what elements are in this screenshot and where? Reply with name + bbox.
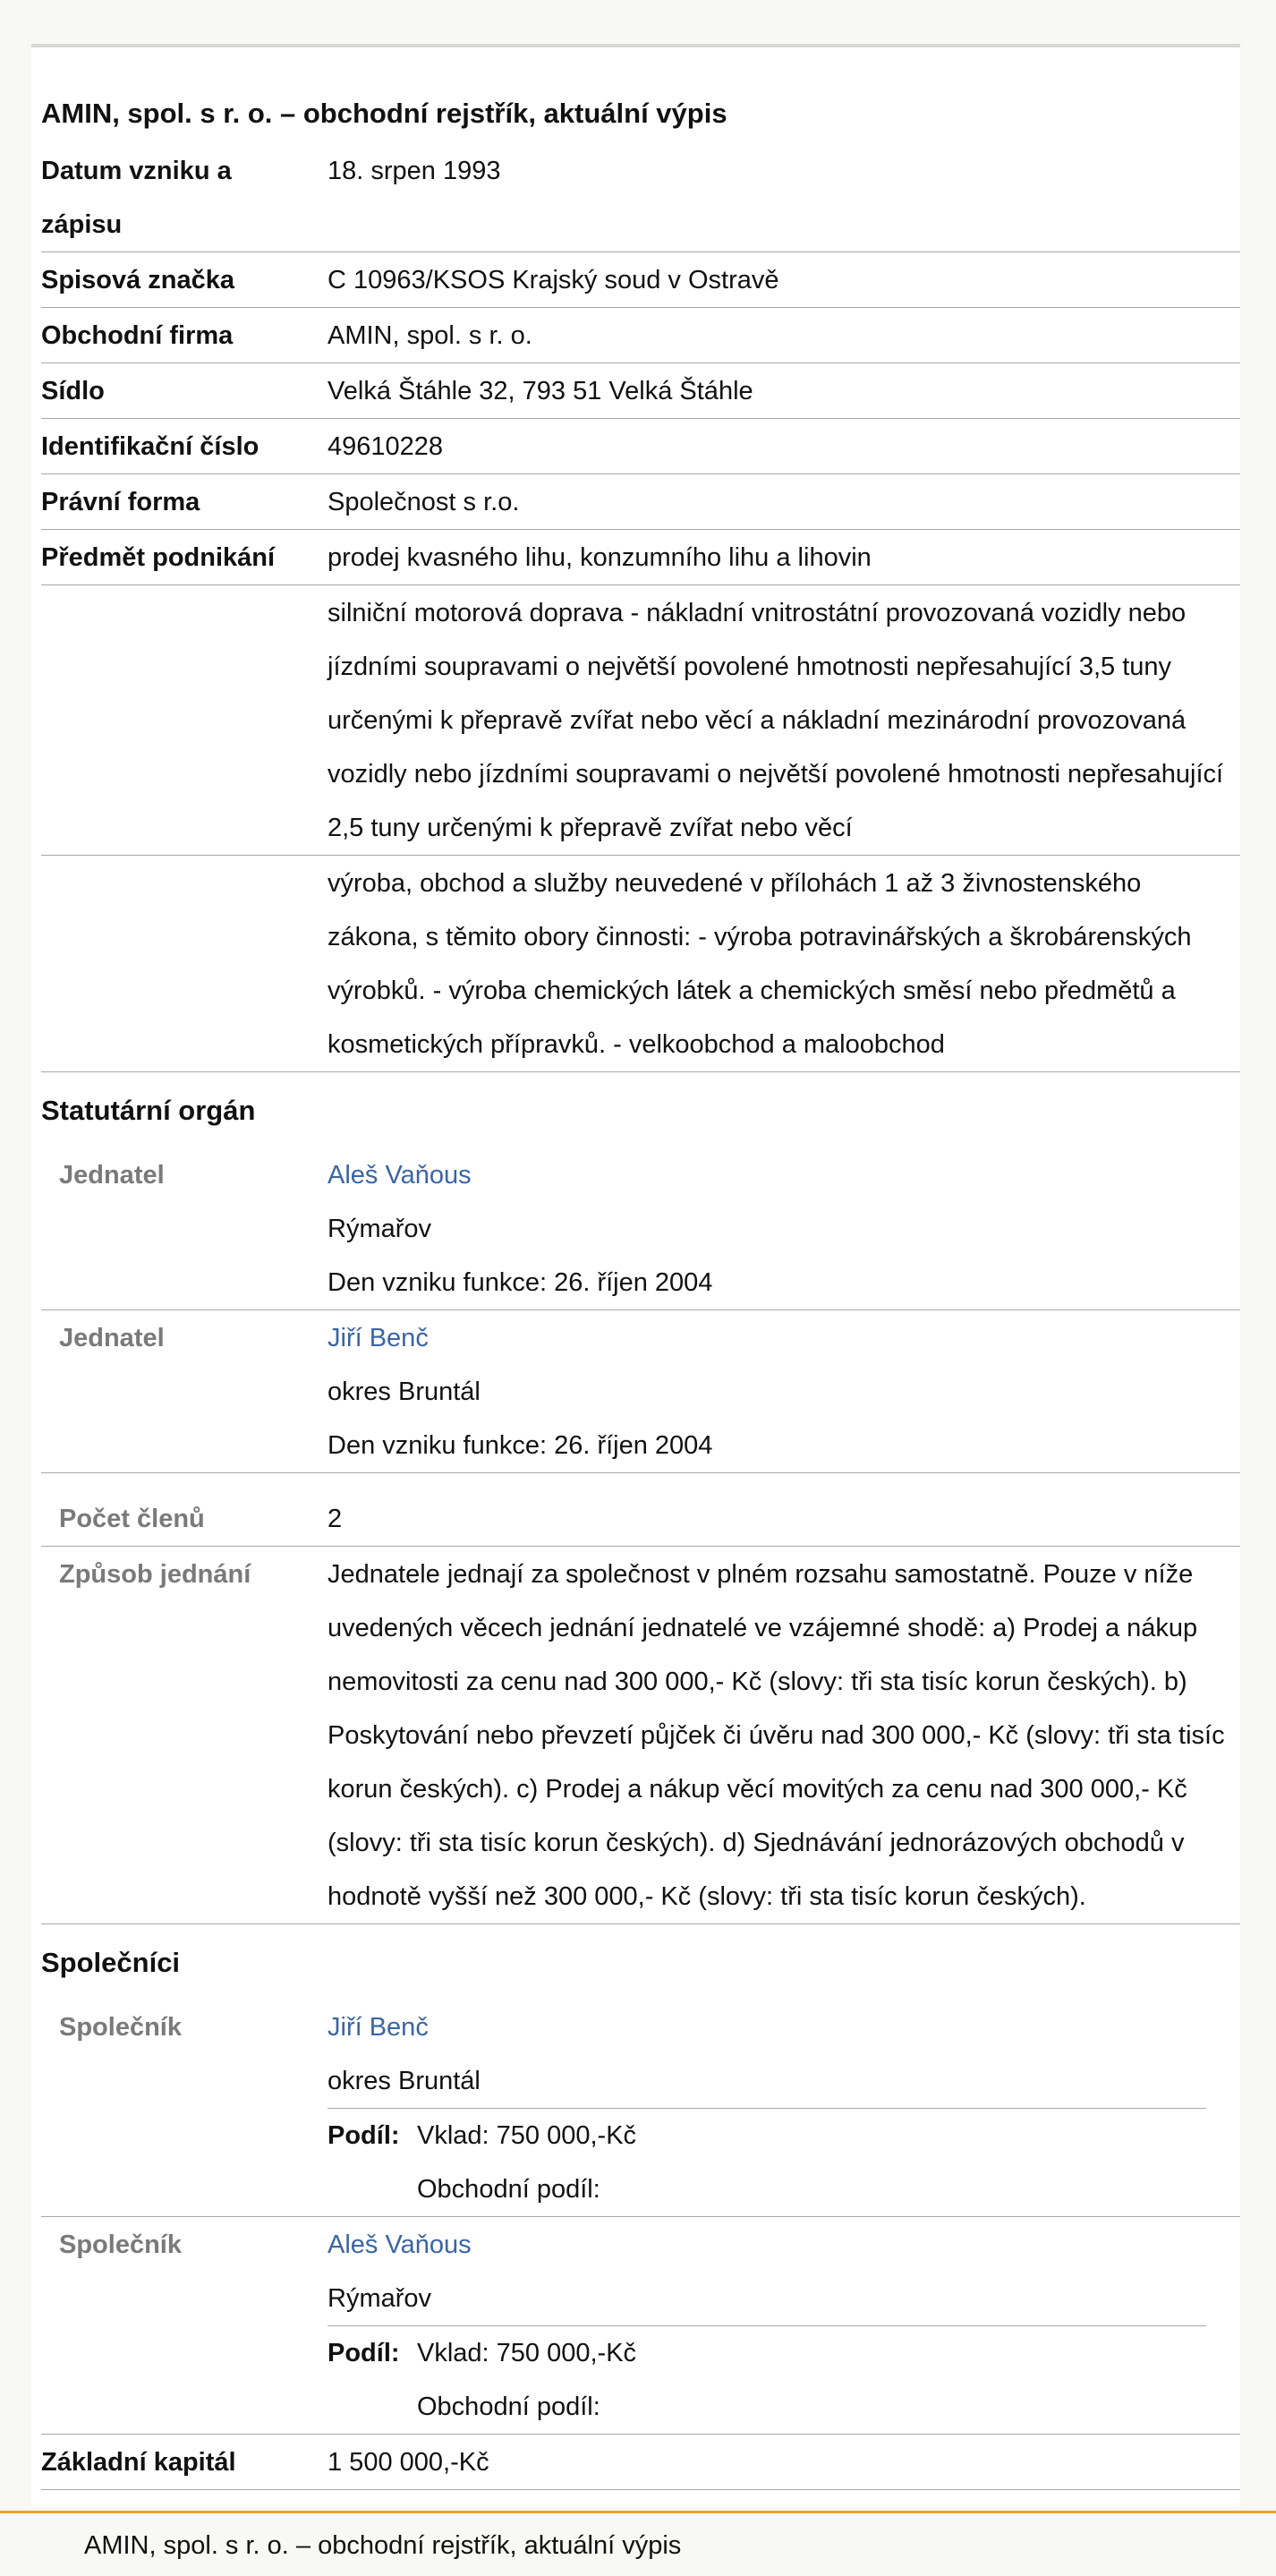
label-empty xyxy=(41,857,328,1071)
business-share: Obchodní podíl: xyxy=(417,2175,600,2204)
label-role: Jednatel xyxy=(59,1324,165,1352)
share-box xyxy=(328,2325,1206,2434)
person-link[interactable]: Aleš Vaňous xyxy=(328,1161,472,1190)
label-empty xyxy=(41,586,328,855)
row-date-of-registration xyxy=(41,143,1240,252)
statutory-member xyxy=(41,1310,1240,1473)
deposit-value: Vklad: 750 000,-Kč xyxy=(417,2339,637,2367)
person-link[interactable]: Jiří Benč xyxy=(328,1324,429,1352)
row-registered-capital xyxy=(41,2435,1240,2490)
row-business-activity-1 xyxy=(41,530,1240,585)
value-business-activity-2: silniční motorová doprava - nákladní vnitrostátní provozovaná vozidly nebo jízdními soupravami o největší povolené hmotnosti nepřesahující 3,5 tuny určenými k přepravě zvířat nebo věcí a nákladní mezinárodní provozovaná vozidly nebo jízdními soupravami o největší povolené hmotnosti nepřesahující 2,5 tuny určenými k přepravě zvířat nebo věcí xyxy=(328,599,1224,842)
row-file-number xyxy=(41,252,1240,308)
document-page xyxy=(31,44,1240,2507)
register-extract xyxy=(41,90,1240,2490)
section-title-statutory: Statutární orgán xyxy=(41,1095,256,1126)
label-member-count: Počet členů xyxy=(59,1505,205,1533)
value-date-of-registration: 18. srpen 1993 xyxy=(328,157,501,185)
row-company-name xyxy=(41,308,1240,363)
function-since: Den vzniku funkce: 26. říjen 2004 xyxy=(328,1268,713,1297)
footer-caption: AMIN, spol. s r. o. – obchodní rejstřík, aktuální výpis xyxy=(0,2511,1276,2563)
value-file-number: C 10963/KSOS Krajský soud v Ostravě xyxy=(328,266,779,294)
deposit-value: Vklad: 750 000,-Kč xyxy=(417,2121,637,2150)
value-company-name: AMIN, spol. s r. o. xyxy=(328,321,532,350)
value-registered-office: Velká Štáhle 32, 793 51 Velká Štáhle xyxy=(328,377,753,405)
label-registered-office: Sídlo xyxy=(41,377,105,405)
label-role: Společník xyxy=(59,2013,182,2042)
value-company-id: 49610228 xyxy=(328,432,444,461)
label-business-activity: Předmět podnikání xyxy=(41,543,276,572)
business-share: Obchodní podíl: xyxy=(417,2393,600,2421)
value-registered-capital: 1 500 000,-Kč xyxy=(328,2448,489,2477)
label-role: Společník xyxy=(59,2231,182,2259)
value-business-activity-3: výroba, obchod a služby neuvedené v přílohách 1 až 3 živnostenského zákona, s těmito obory činnosti: - výroba potravinářských a škrobárenských výrobků. - výroba chemických látek a chemických směsí nebo předmětů a kosmetických přípravků. - velkoobchod a maloobchod xyxy=(328,869,1192,1059)
label-company-name: Obchodní firma xyxy=(41,321,234,350)
label-role: Jednatel xyxy=(59,1161,165,1190)
person-link[interactable]: Jiří Benč xyxy=(328,2013,429,2042)
person-place: okres Bruntál xyxy=(328,2067,481,2095)
row-legal-form xyxy=(41,474,1240,530)
label-file-number: Spisová značka xyxy=(41,266,234,294)
value-legal-form: Společnost s r.o. xyxy=(328,488,520,516)
value-member-count: 2 xyxy=(328,1505,343,1533)
row-member-count xyxy=(41,1473,1240,1547)
value-business-activity-1: prodej kvasného lihu, konzumního lihu a lihovin xyxy=(328,543,872,572)
row-registered-office xyxy=(41,363,1240,419)
partner xyxy=(41,2217,1240,2435)
label-date-of-registration: Datum vzniku a zápisu xyxy=(41,157,232,239)
label-manner-of-acting: Způsob jednání xyxy=(59,1560,251,1589)
share-box xyxy=(328,2108,1206,2216)
page-title: AMIN, spol. s r. o. – obchodní rejstřík, aktuální výpis xyxy=(41,98,727,129)
row-business-activity-3 xyxy=(41,856,1240,1072)
share-label: Podíl: xyxy=(328,2339,400,2367)
person-link[interactable]: Aleš Vaňous xyxy=(328,2231,472,2259)
person-place: Rýmařov xyxy=(328,1215,432,1243)
statutory-member xyxy=(41,1147,1240,1310)
row-business-activity-2 xyxy=(41,585,1240,856)
section-title-partners: Společníci xyxy=(41,1947,181,1978)
label-registered-capital: Základní kapitál xyxy=(41,2448,236,2477)
function-since: Den vzniku funkce: 26. říjen 2004 xyxy=(328,1431,713,1460)
label-legal-form: Právní forma xyxy=(41,488,200,516)
partner xyxy=(41,2000,1240,2217)
person-place: Rýmařov xyxy=(328,2284,432,2313)
person-place: okres Bruntál xyxy=(328,1378,481,1406)
row-company-id xyxy=(41,419,1240,474)
value-manner-of-acting: Jednatele jednají za společnost v plném rozsahu samostatně. Pouze v níže uvedených věcech jednání jednatelé ve vzájemné shodě: a) Prodej a nákup nemovitosti za cenu nad 300 000,- Kč (slovy: tři sta tisíc korun českých). b) Poskytování nebo převzetí půjček či úvěru nad 300 000,- Kč (slovy: tři sta tisíc korun českých). c) Prodej a nákup věcí movitých za cenu nad 300 000,- Kč (slovy: tři sta tisíc korun českých). d) Sjednávání jednorázových obchodů v hodnotě vyšší než 300 000,- Kč (slovy: tři sta tisíc korun českých). xyxy=(328,1560,1225,1911)
share-label: Podíl: xyxy=(328,2121,400,2150)
label-company-id: Identifikační číslo xyxy=(41,432,259,461)
row-manner-of-acting xyxy=(41,1547,1240,1924)
